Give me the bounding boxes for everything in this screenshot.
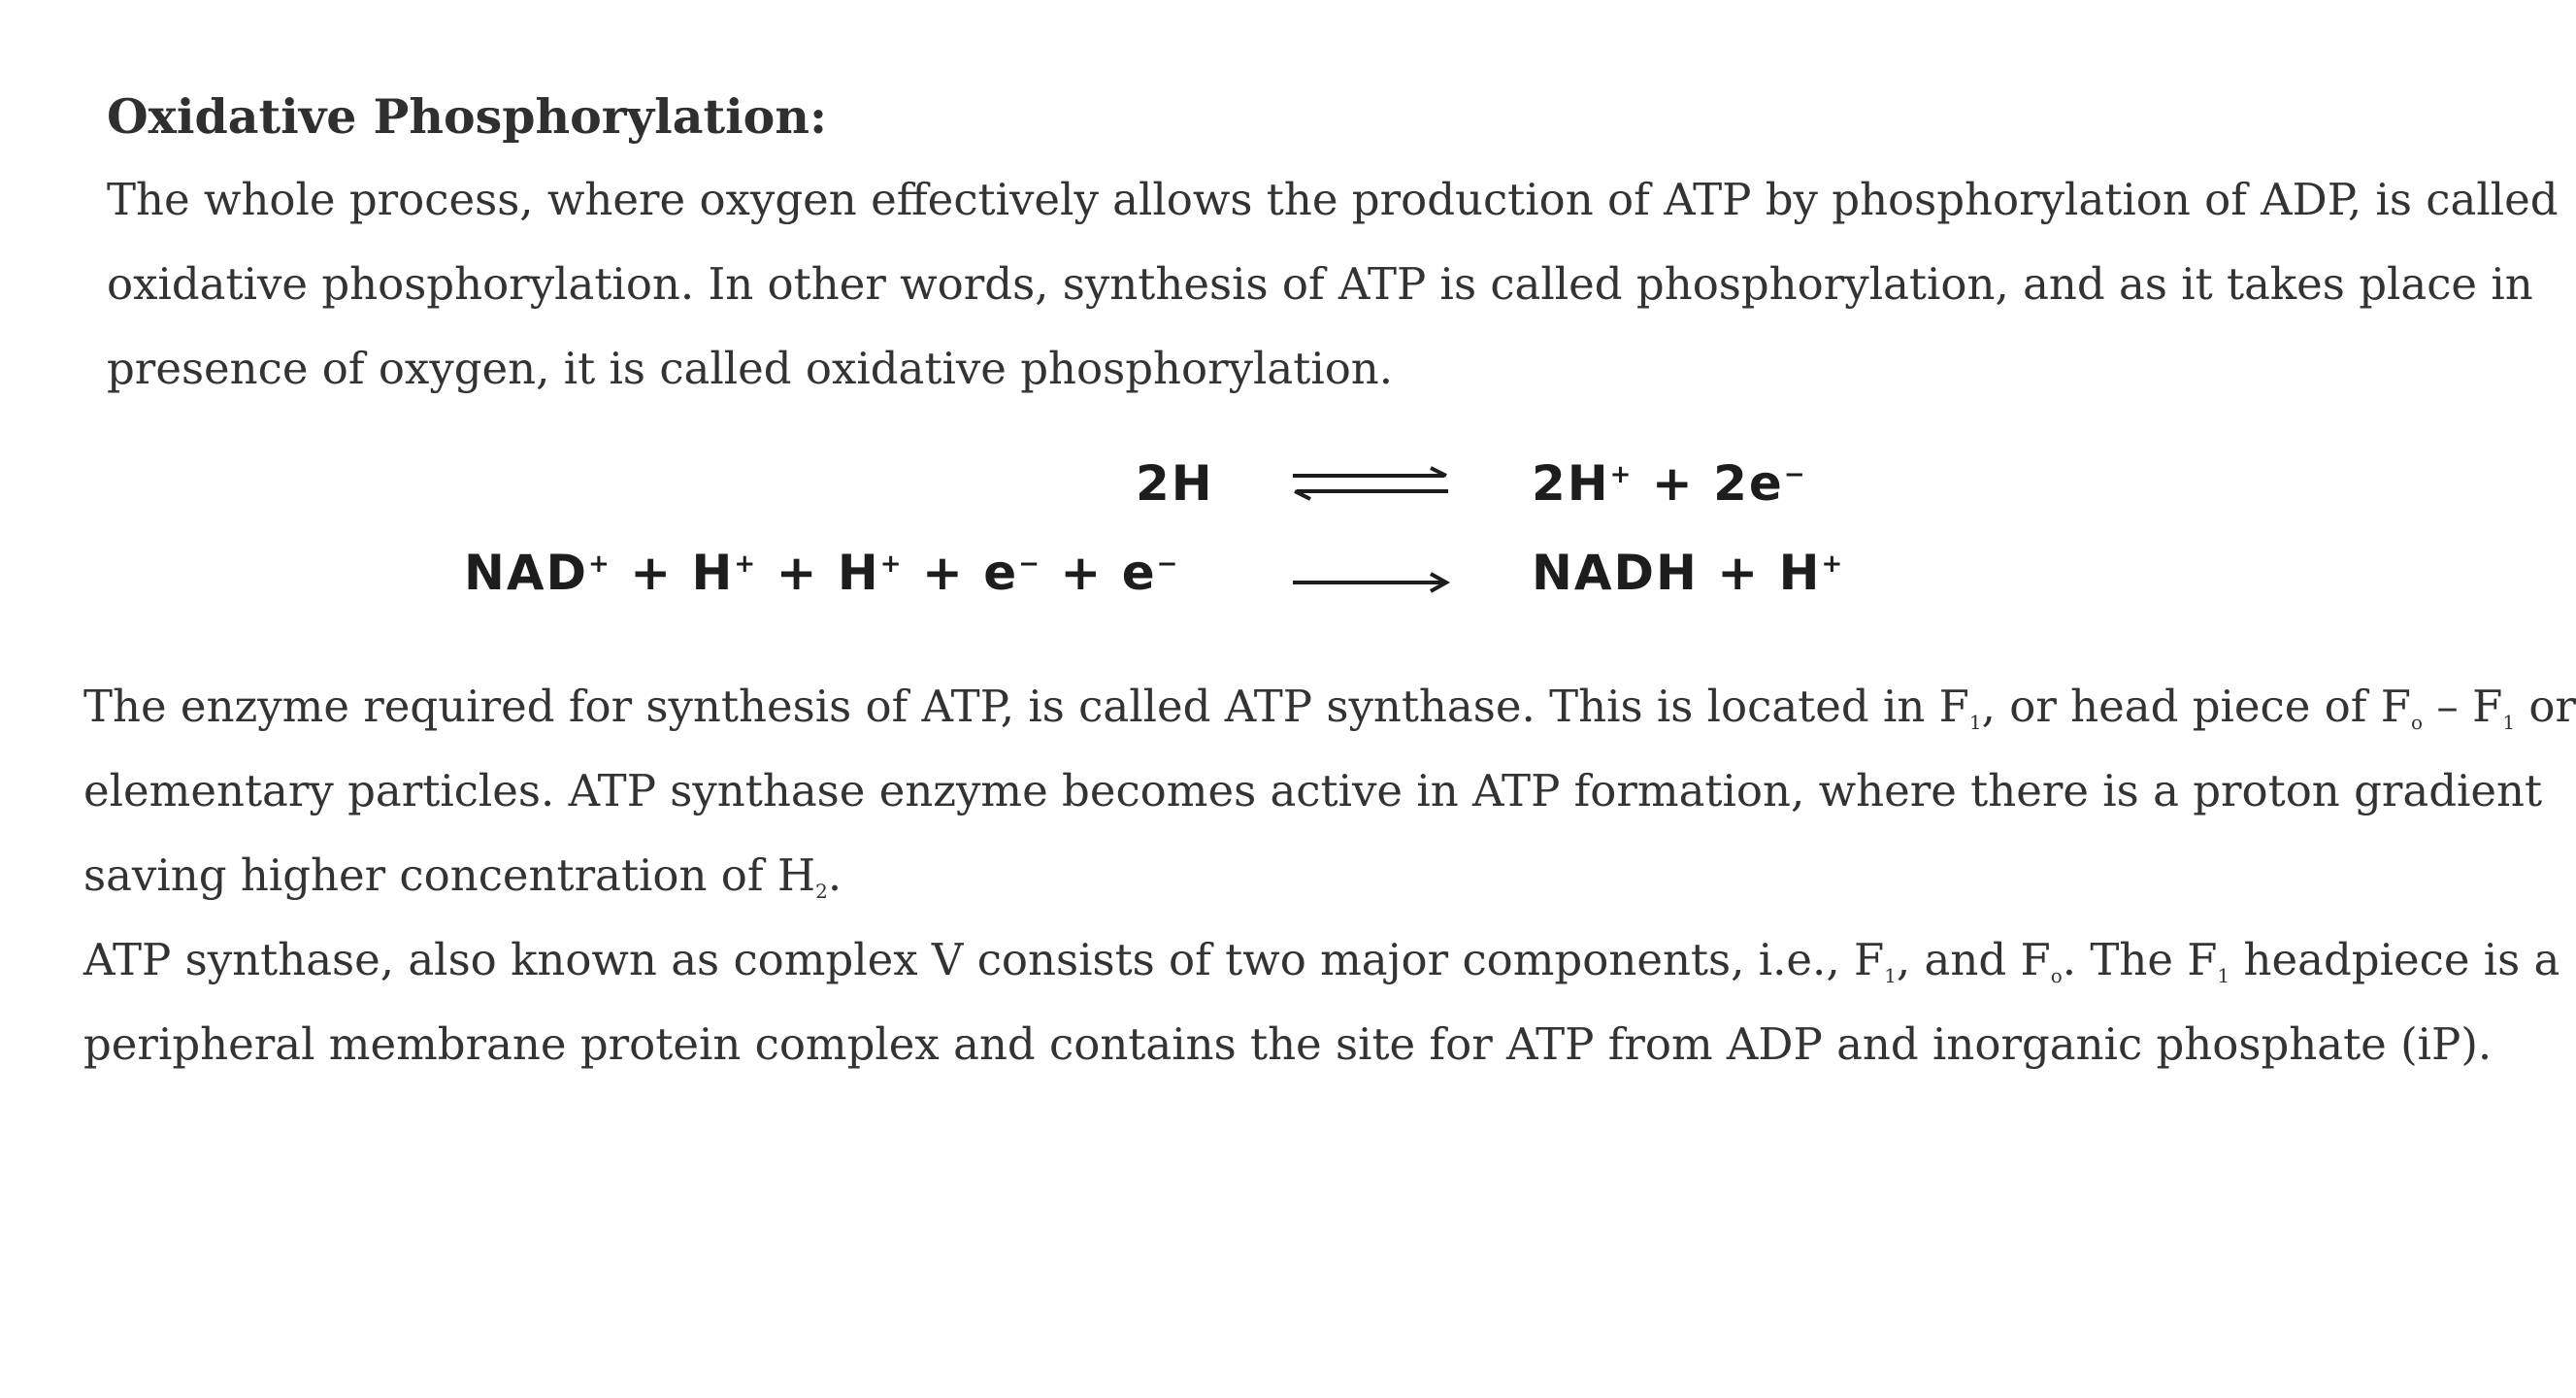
subscript: 1 [2217, 964, 2230, 987]
text-line: oxidative phosphorylation. In other words, synthesis of ATP is called phosphorylation, and as it takes place in [107, 258, 2533, 310]
text-run: or [2515, 681, 2576, 732]
text-line: The whole process, where oxygen effectively allows the production of ATP by phosphorylation of ADP, is called [107, 174, 2559, 225]
subscript: o [2410, 711, 2423, 734]
text-run: . The F [2062, 934, 2218, 985]
equation1-reactant: 2H [1136, 455, 1214, 512]
text-line [83, 917, 2560, 1002]
eq-term: + e [903, 545, 1019, 601]
charge-superscript: + [879, 549, 904, 579]
text-line: presence of oxygen, it is called oxidative phosphorylation. [107, 343, 1394, 394]
text-run: The enzyme required for synthesis of ATP, is called ATP synthase. This is located in F [83, 681, 1969, 732]
text-run: , and F [1896, 934, 2051, 985]
equation2-products [1532, 544, 1844, 602]
text-line: elementary particles. ATP synthase enzyme becomes active in ATP formation, where there is a proton gradient [83, 765, 2543, 816]
text-run: – F [2422, 681, 2503, 732]
charge-superscript: − [1156, 549, 1180, 579]
eq-term: + e [1040, 545, 1157, 601]
eq-term: NADH + H [1532, 545, 1822, 601]
equation1-products [1532, 454, 1807, 513]
equilibrium-arrow-icon [1289, 464, 1452, 503]
subscript: 1 [1884, 964, 1897, 987]
equation2-reactants [464, 544, 1179, 602]
eq-term: + 2e [1633, 455, 1784, 512]
text-run: ATP synthase, also known as complex V consists of two major components, i.e., F [83, 934, 1885, 985]
charge-superscript: − [1783, 460, 1807, 489]
text-line [83, 664, 2576, 749]
text-line [83, 833, 2452, 917]
subscript: o [2050, 964, 2063, 987]
section-heading: Oxidative Phosphorylation: [107, 88, 828, 145]
forward-arrow-icon [1289, 563, 1452, 602]
charge-superscript: − [1018, 549, 1041, 579]
subscript: 1 [1968, 711, 1982, 734]
subscript: 2 [815, 880, 828, 903]
text-run: headpiece is a [2229, 934, 2560, 985]
paragraph-complex-v [83, 917, 2560, 1086]
subscript: 1 [2502, 711, 2516, 734]
eq-term: NAD [464, 545, 589, 601]
eq-term: 2H [1532, 455, 1610, 512]
charge-superscript: + [734, 549, 758, 579]
paragraph-intro [107, 157, 2559, 411]
text-run: . [827, 849, 842, 901]
text-run: , or head piece of F [1981, 681, 2411, 732]
text-line: peripheral membrane protein complex and contains the site for ATP from ADP and inorganic phosphate (iP). [83, 1018, 2493, 1070]
eq-term: + H [757, 545, 880, 601]
text-run: saving higher concentration of H [83, 849, 816, 901]
charge-superscript: + [1609, 460, 1634, 489]
charge-superscript: + [588, 549, 611, 579]
eq-term: + H [611, 545, 735, 601]
charge-superscript: + [1821, 549, 1845, 579]
paragraph-atp-synthase [83, 664, 2576, 917]
